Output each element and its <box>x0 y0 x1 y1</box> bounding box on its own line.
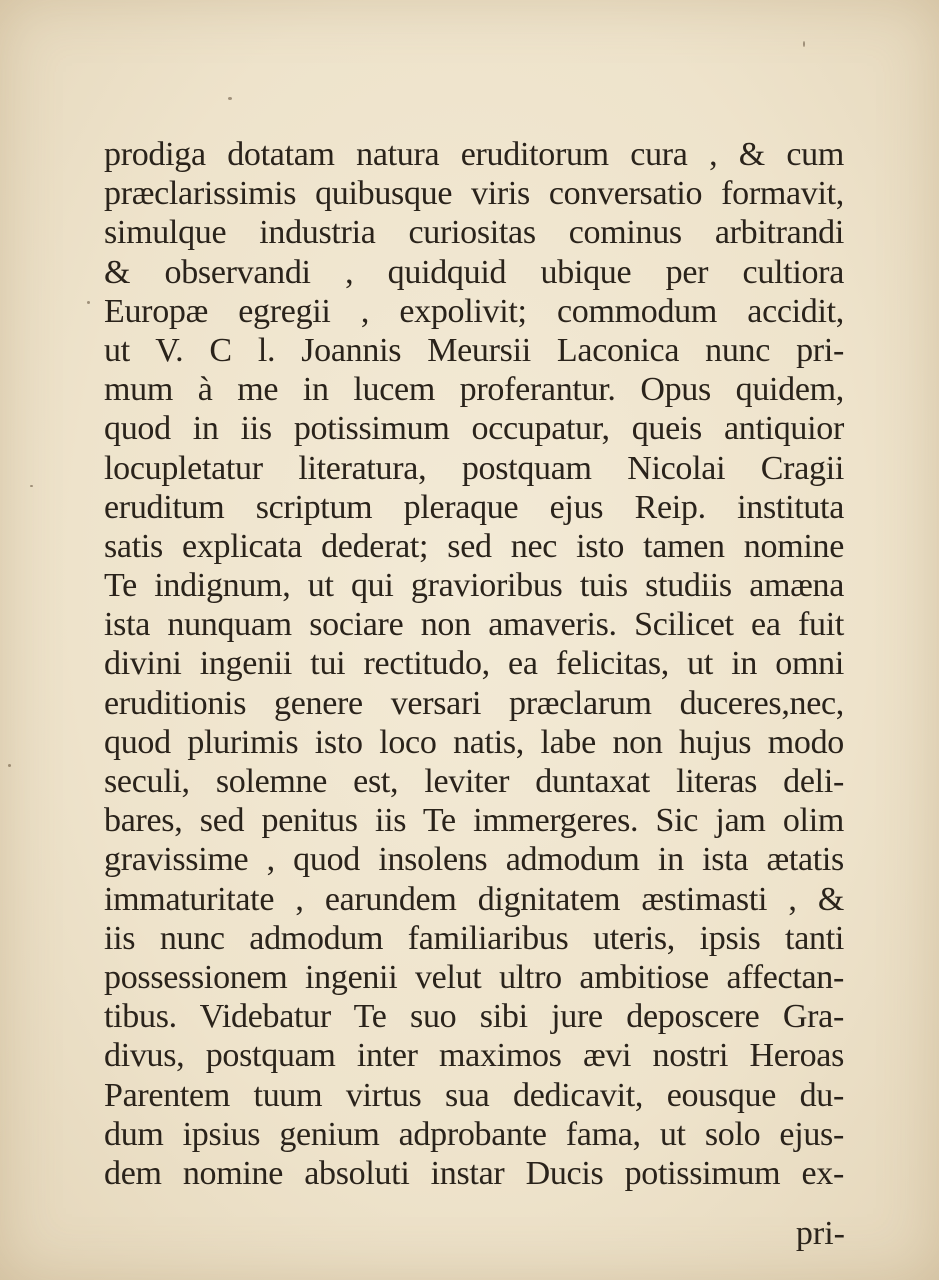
text-line: Europæ egregii , expolivit; commodum accidit, <box>104 292 844 330</box>
text-line: locupletatur literatura, postquam Nicolai Cragii <box>104 449 844 487</box>
body-text <box>104 135 844 1193</box>
text-line: bares, sed penitus iis Te immergeres. Sic jam olim <box>104 802 844 840</box>
text-line: quod plurimis isto loco natis, labe non hujus modo <box>104 723 844 761</box>
text-line: quod in iis potissimum occupatur, queis antiquior <box>104 410 844 448</box>
text-line: possessionem ingenii velut ultro ambitiose affectan- <box>104 958 844 996</box>
text-line: Parentem tuum virtus sua dedicavit, eousque du- <box>104 1076 844 1114</box>
text-line: dem nomine absoluti instar Ducis potissimum ex- <box>104 1154 844 1192</box>
text-line: satis explicata dederat; sed nec isto tamen nomine <box>104 527 844 565</box>
ink-speck <box>228 97 232 100</box>
text-line: immaturitate , earundem dignitatem æstimasti , & <box>104 880 844 918</box>
text-line: divini ingenii tui rectitudo, ea felicitas, ut in omni <box>104 645 844 683</box>
ink-speck <box>30 485 33 487</box>
ink-speck <box>8 764 11 767</box>
ink-speck <box>87 301 90 304</box>
text-line: eruditum scriptum pleraque ejus Reip. instituta <box>104 488 844 526</box>
text-line: gravissime , quod insolens admodum in ista ætatis <box>104 841 844 879</box>
text-line: tibus. Videbatur Te suo sibi jure deposcere Gra- <box>104 998 844 1036</box>
text-line: divus, postquam inter maximos ævi nostri Heroas <box>104 1037 844 1075</box>
text-line: & observandi , quidquid ubique per cultiora <box>104 253 844 291</box>
catchword: pri- <box>795 1215 845 1252</box>
text-line: præclarissimis quibusque viris conversatio formavit, <box>104 175 844 213</box>
text-line: Te indignum, ut qui gravioribus tuis studiis amæna <box>104 567 844 605</box>
text-line: ista nunquam sociare non amaveris. Scilicet ea fuit <box>104 606 844 644</box>
text-line: prodiga dotatam natura eruditorum cura , & cum <box>104 136 844 173</box>
text-line: iis nunc admodum familiaribus uteris, ipsis tanti <box>104 919 844 957</box>
text-line: seculi, solemne est, leviter duntaxat literas deli- <box>104 763 844 800</box>
ink-speck <box>803 41 805 47</box>
text-line: mum à me in lucem proferantur. Opus quidem, <box>104 371 844 409</box>
text-line: eruditionis genere versari præclarum duceres,nec, <box>104 684 844 722</box>
text-line: ut V. C l. Joannis Meursii Laconica nunc pri- <box>104 331 844 369</box>
text-line: dum ipsius genium adprobante fama, ut solo ejus- <box>104 1115 844 1153</box>
text-line: simulque industria curiositas cominus arbitrandi <box>104 214 844 252</box>
